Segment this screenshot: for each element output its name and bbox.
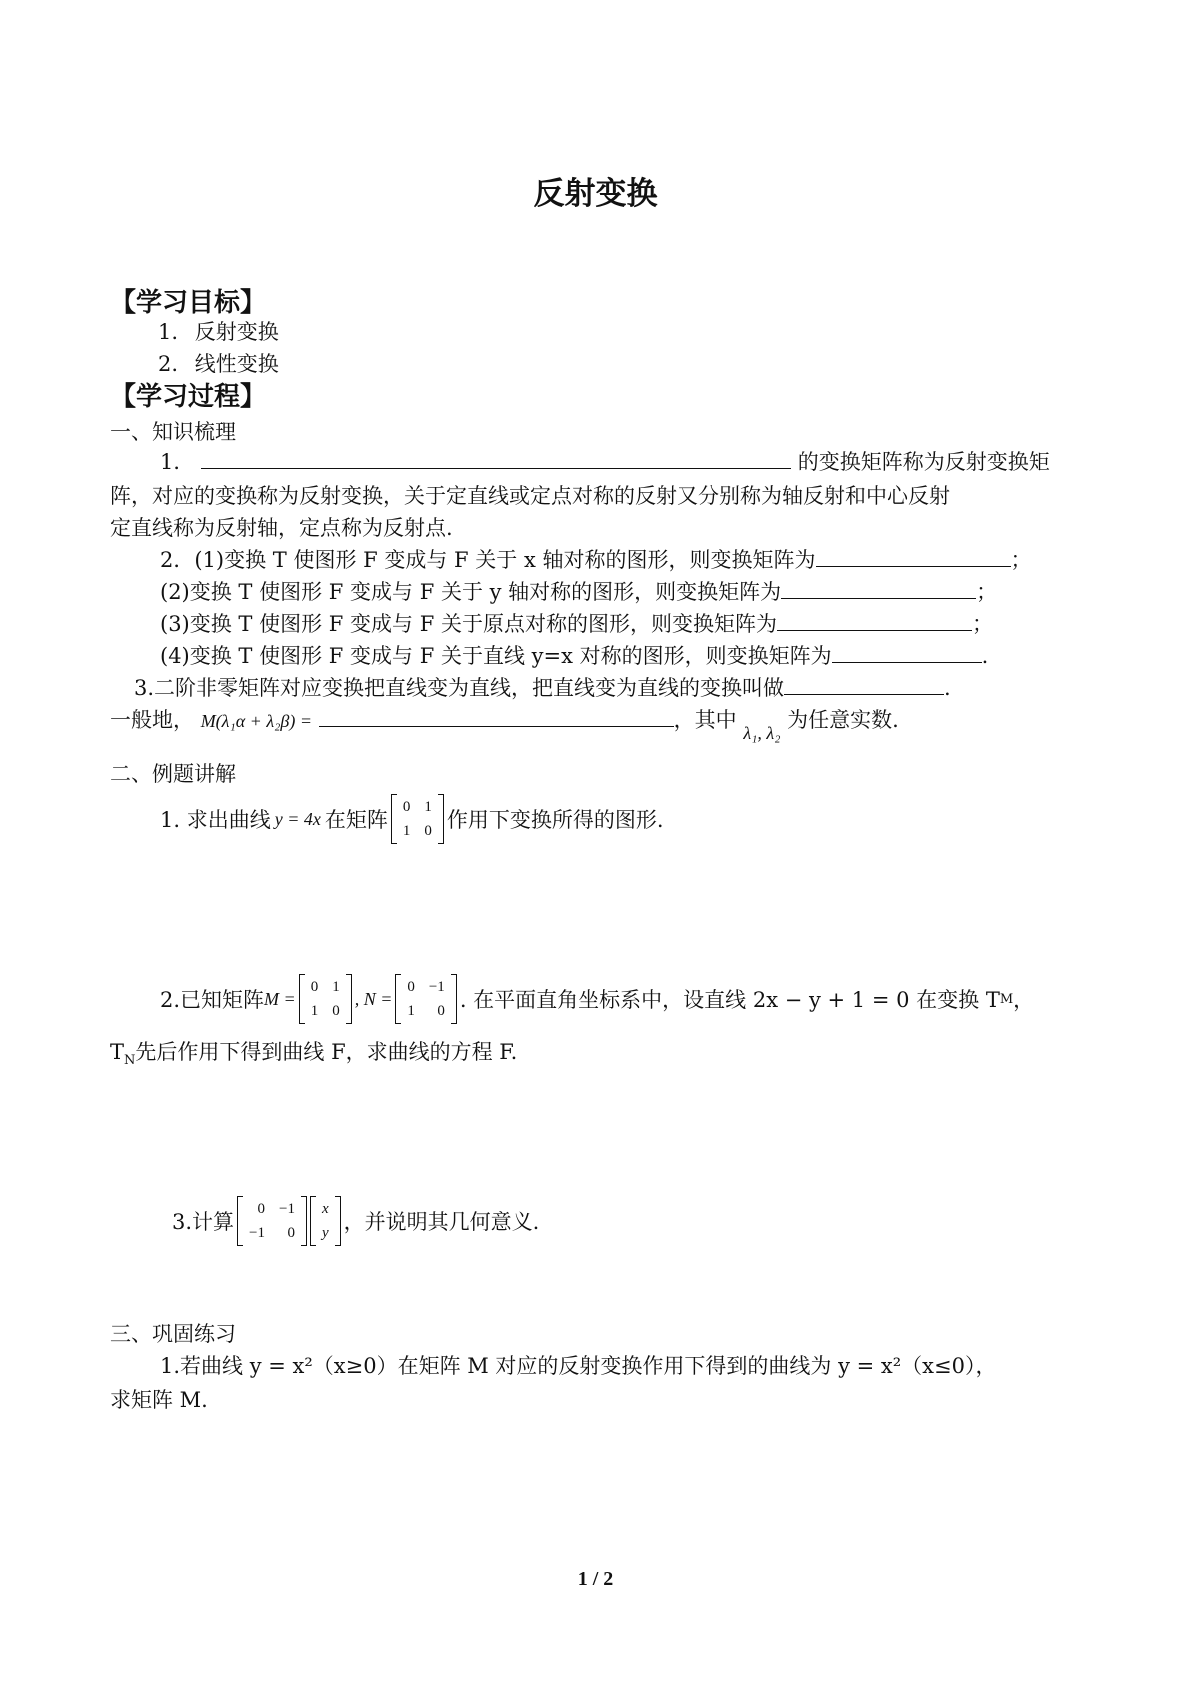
matrix-cells [401, 977, 450, 1021]
matrix-m-label: M = [264, 988, 296, 1009]
vector-cells [316, 1199, 335, 1243]
objective-item-2 [158, 348, 279, 378]
example-2-tail: . 在平面直角坐标系中，设直线 2x − y + 1 = 0 在变换 T [459, 988, 1000, 1012]
page-number: 1 / 2 [577, 1568, 614, 1590]
matrix-cells [243, 1199, 301, 1243]
item-2-end: ； [976, 580, 998, 604]
matrix-cell: 0 [287, 1225, 295, 1241]
item-3-tail: 为任意实数. [787, 708, 899, 732]
matrix-cell: −1 [249, 1225, 266, 1241]
item-3-line-1 [134, 672, 951, 702]
subscript-m: M [999, 991, 1014, 1007]
fill-blank[interactable] [201, 450, 791, 469]
practice-1-line-1: 1.若曲线 y = x²（x≥0）在矩阵 M 对应的反射变换作用下得到的曲线为 y = x²（x≤0）， [160, 1354, 997, 1378]
objective-item-1 [158, 316, 279, 346]
matrix-cell: 0 [437, 1003, 445, 1019]
matrix-cell: −1 [279, 1201, 295, 1217]
curve-equation: y = 4x [274, 808, 321, 829]
item-3-middle: ，其中 [673, 708, 737, 732]
item-2-end: ； [971, 612, 993, 636]
item-2-line-4 [160, 640, 988, 670]
subscript-n: N [124, 1053, 136, 1069]
matrix-m [299, 974, 352, 1024]
matrix-right-bracket [301, 1196, 307, 1246]
matrix-cells [397, 797, 438, 841]
practice-1-line-2: 求矩阵 M. [110, 1388, 208, 1412]
matrix-cell: 0 [310, 979, 319, 995]
transform-t: T [110, 1040, 125, 1064]
section-3-heading: 三、巩固练习 [110, 1322, 236, 1346]
objectives-heading: 【学习目标】 [110, 288, 267, 318]
item-2-line-3 [160, 608, 993, 638]
example-2-line-1 [160, 974, 1034, 1024]
section-2-heading: 二、例题讲解 [110, 762, 236, 786]
matrix-cell: 0 [407, 979, 415, 995]
matrix-right-bracket [438, 794, 444, 844]
fill-blank[interactable] [319, 708, 674, 727]
vector-cell: y [321, 1225, 329, 1241]
item-1-line-1 [160, 446, 1050, 476]
item-1-tail: 的变换矩阵称为反射变换矩 [797, 450, 1050, 474]
vector-cell: x [321, 1201, 329, 1217]
item-3-line-2 [110, 704, 899, 743]
lambda-symbols: λ₁, λ₂ [743, 723, 781, 743]
objective-text: 反射变换 [194, 320, 279, 344]
item-1-num: 1． [160, 450, 195, 474]
example-3-prefix: 3.计算 [172, 1210, 235, 1234]
example-1-prefix: 1. 求出曲线 [160, 808, 271, 832]
item-1-line-2: 阵，对应的变换称为反射变换，关于定直线或定点对称的反射又分别称为轴反射和中心反射 [110, 484, 950, 508]
example-2-line-2-text: 先后作用下得到曲线 F，求曲线的方程 F. [135, 1040, 518, 1064]
matrix-cell: 1 [407, 1003, 415, 1019]
item-2-line-1 [160, 544, 1032, 574]
matrix-cell: 1 [310, 1003, 319, 1019]
matrix-right-bracket [451, 974, 457, 1024]
matrix [391, 794, 444, 844]
matrix-cell: 0 [332, 1003, 340, 1019]
vector-right-bracket [335, 1196, 341, 1246]
example-1-suffix: 作用下变换所得的图形. [446, 808, 664, 832]
item-2-text: 2．(1)变换 T 使图形 F 变成与 F 关于 x 轴对称的图形，则变换矩阵为 [160, 548, 816, 572]
matrix-cell: 1 [424, 799, 432, 815]
matrix-cell: 0 [257, 1201, 266, 1217]
section-1-heading: 一、知识梳理 [110, 420, 236, 444]
item-3-head: 一般地， [110, 708, 194, 732]
example-2-line-2 [110, 1036, 517, 1068]
item-2-text: (3)变换 T 使图形 F 变成与 F 关于原点对称的图形，则变换矩阵为 [160, 612, 777, 636]
matrix-n [395, 974, 456, 1024]
example-1-mid: 在矩阵 [324, 808, 388, 832]
example-2-prefix: 2.已知矩阵 [160, 988, 265, 1012]
matrix-cell: 1 [332, 979, 340, 995]
item-2-text: (2)变换 T 使图形 F 变成与 F 关于 y 轴对称的图形，则变换矩阵为 [160, 580, 782, 604]
item-2-text: (4)变换 T 使图形 F 变成与 F 关于直线 y=x 对称的图形，则变换矩阵为 [160, 644, 832, 668]
fill-blank[interactable] [784, 676, 944, 695]
linear-formula: M(λ₁α + λ₂β) = [200, 711, 312, 731]
matrix-right-bracket [346, 974, 352, 1024]
matrix-cell: 0 [424, 823, 432, 839]
matrix-cell: −1 [428, 979, 445, 995]
objective-num: 2. [158, 352, 179, 376]
fill-blank[interactable] [832, 644, 982, 663]
objective-num: 1. [158, 320, 179, 344]
fill-blank[interactable] [781, 580, 976, 599]
matrix [237, 1196, 307, 1246]
example-3 [172, 1196, 539, 1246]
matrix-cells [305, 977, 346, 1021]
page-title: 反射变换 [533, 176, 658, 212]
matrix-n-label: , N = [354, 988, 393, 1009]
vector [310, 1196, 341, 1246]
matrix-cell: 1 [402, 823, 411, 839]
item-2-line-2 [160, 576, 997, 606]
fill-blank[interactable] [816, 548, 1011, 567]
item-1-line-3: 定直线称为反射轴，定点称为反射点. [110, 516, 453, 540]
matrix-cell: 0 [402, 799, 411, 815]
fill-blank[interactable] [777, 612, 972, 631]
process-heading: 【学习过程】 [110, 382, 267, 412]
item-2-end: ； [1010, 548, 1032, 572]
objective-text: 线性变换 [194, 352, 279, 376]
example-1 [160, 794, 664, 844]
item-3-end: . [944, 676, 951, 700]
example-3-suffix: ，并说明其几何意义. [343, 1210, 540, 1234]
example-2-comma: ， [1013, 988, 1035, 1012]
item-3-text: 3.二阶非零矩阵对应变换把直线变为直线，把直线变为直线的变换叫做 [134, 676, 785, 700]
item-2-end: . [981, 644, 989, 668]
